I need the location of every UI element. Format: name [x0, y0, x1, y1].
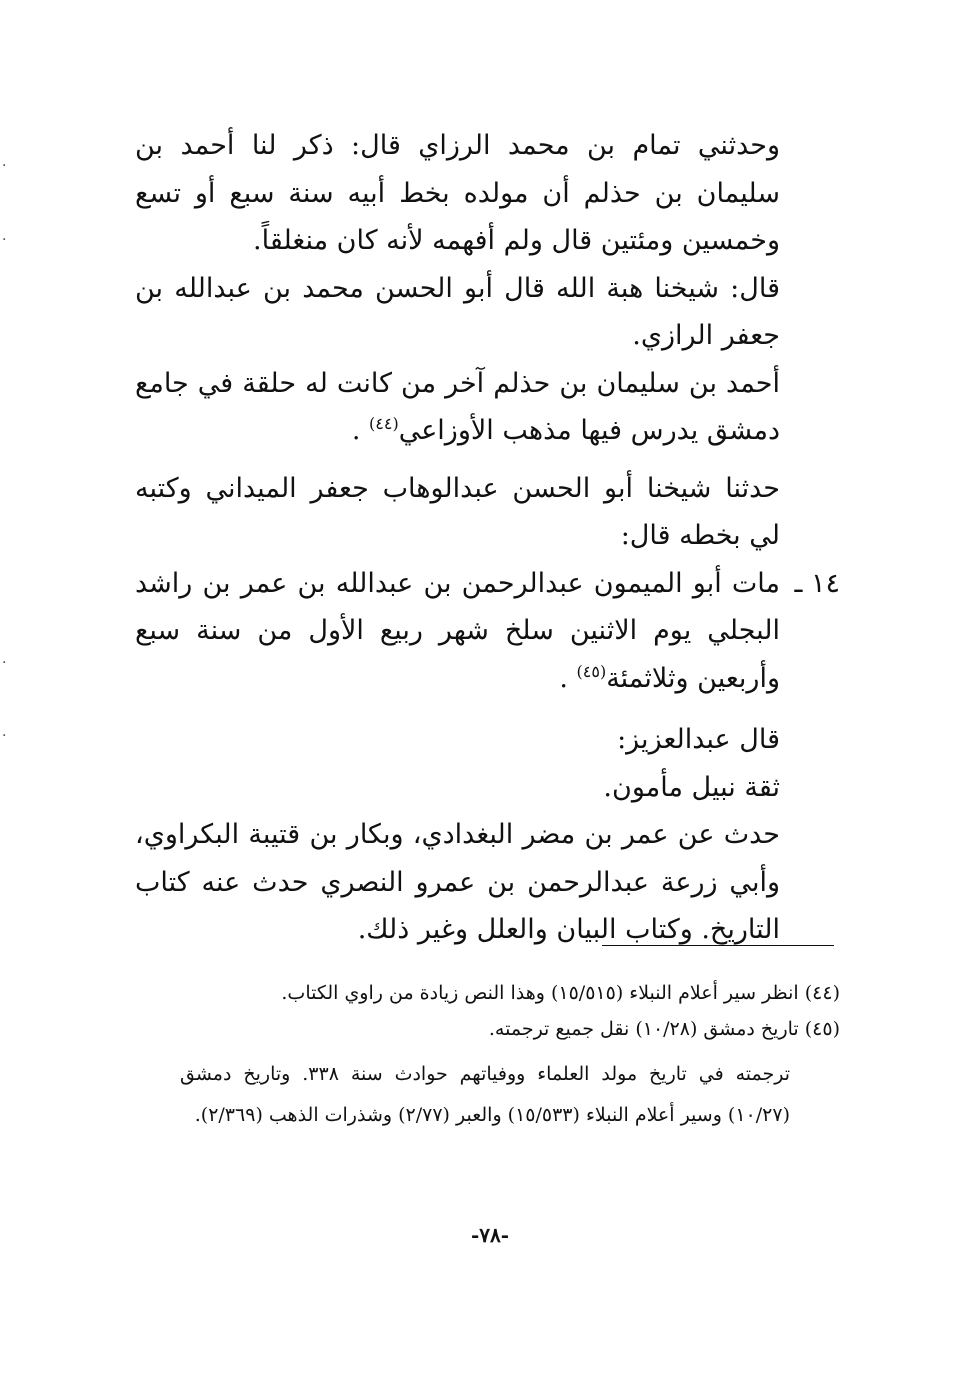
- entry-number: ١٤ ـ: [794, 567, 840, 599]
- paragraph-tammam: وحدثني تمام بن محمد الرزاي قال: ذكر لنا أحمد بن سليمان بن حذلم أن مولده بخط أبيه سنة سبع أو تسع وخمسين ومئتين قال ولم أفهمه لأنه كان منغلقاً.: [135, 130, 780, 256]
- scan-edge-mark: ·: [2, 232, 7, 248]
- footnote-ref-44[interactable]: (٤٤): [369, 414, 399, 433]
- paragraph-abdulaziz: قال عبدالعزيز:: [617, 724, 780, 755]
- paragraph-abu-maymun-text: مات أبو الميمون عبدالرحمن بن عبدالله بن عمر بن راشد البجلي يوم الاثنين سلخ شهر ربيع الأول من سنة سبع وأربعين وثلاثمئة: [135, 567, 780, 694]
- footnote-45: (٤٥) تاريخ دمشق (١٠/٢٨) نقل جميع ترجمته.: [488, 1018, 840, 1040]
- footnote-45-continuation: ترجمته في تاريخ مولد العلماء ووفياتهم حوادث سنة ٣٣٨. وتاريخ دمشق (١٠/٢٧) وسير أعلام النبلاء (١٥/٥٣٣) والعبر (٢/٧٧) وشذرات الذهب (٢/٣٦٩).: [180, 1063, 790, 1126]
- footnote-44: (٤٤) انظر سير أعلام النبلاء (١٥/٥١٥) وهذا النص زيادة من راوي الكتاب.: [281, 982, 840, 1004]
- paragraph-ahmad-text: أحمد بن سليمان بن حذلم آخر من كانت له حلقة في جامع دمشق يدرس فيها مذهب الأوزاعي: [135, 367, 780, 446]
- paragraph-maydani: حدثنا شيخنا أبو الحسن عبدالوهاب جعفر الميداني وكتبه لي بخطه قال:: [135, 472, 780, 551]
- paragraph-ahmad-hadhlam: [135, 360, 780, 455]
- paragraph-abu-maymun-end: .: [559, 662, 568, 694]
- footnote-ref-45[interactable]: (٤٥): [576, 661, 607, 681]
- paragraph-hibatullah: قال: شيخنا هبة الله قال أبو الحسن محمد بن عبدالله بن جعفر الرازي.: [135, 272, 780, 351]
- paragraph-ahmad-end: .: [351, 415, 361, 446]
- scan-edge-mark: ·: [2, 655, 7, 671]
- page-number: -٧٨-: [470, 1223, 510, 1247]
- main-text: [135, 122, 840, 954]
- footnote-divider: [602, 945, 834, 946]
- scan-edge-mark: ·: [2, 158, 7, 174]
- entry-14: [135, 560, 840, 703]
- paragraph-haddatha: حدث عن عمر بن مضر البغدادي، وبكار بن قتيبة البكراوي، وأبي زرعة عبدالرحمن بن عمرو النصري حدث عنه كتاب التاريخ. وكتاب البيان والعلل وغير ذلك.: [135, 819, 780, 945]
- paragraph-abu-maymun: [135, 560, 780, 703]
- scan-edge-mark: ·: [2, 728, 7, 744]
- footnotes: [180, 978, 840, 1136]
- paragraph-thiqa: ثقة نبيل مأمون.: [603, 771, 780, 803]
